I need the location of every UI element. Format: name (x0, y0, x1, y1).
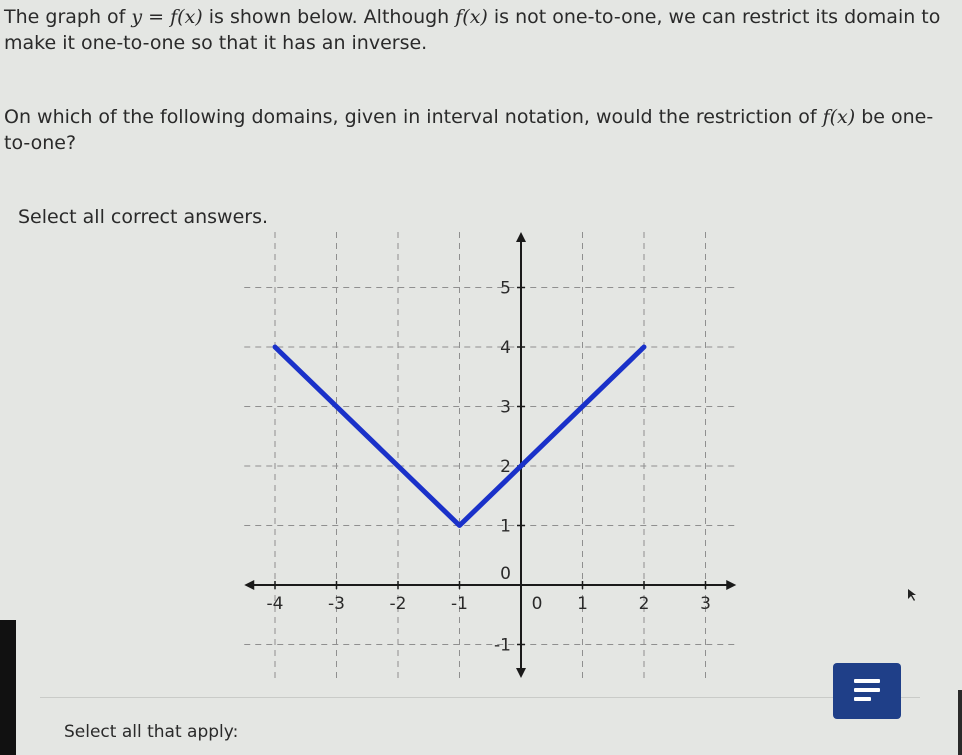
y-tick-label: 4 (500, 338, 511, 358)
question-intro: The graph of y = f(x) is shown below. Although f(x) is not one-to-one, we can restrict its domain to make it one-to-one so that it has an inverse. (4, 6, 941, 54)
y-axis-arrow-up (516, 232, 526, 242)
x-tick-label: 0 (531, 594, 543, 614)
y-tick-label: 1 (500, 516, 511, 537)
grid (244, 232, 736, 678)
fx-inline-2: f(x) (822, 106, 856, 128)
fx-inline: f(x) (455, 6, 488, 28)
x-tick-label: -4 (266, 594, 284, 614)
answer-list-button[interactable] (833, 663, 901, 719)
x-axis-arrow-left (244, 580, 254, 590)
y-tick-label: 3 (500, 397, 511, 418)
x-tick-label: 1 (577, 594, 588, 614)
y-tick-label: -1 (494, 635, 511, 656)
divider (40, 697, 920, 698)
y-tick-label: 2 (500, 457, 511, 477)
window-edge-right (958, 690, 962, 755)
x-tick-label: -3 (328, 594, 345, 614)
x-tick-label: 3 (700, 594, 711, 614)
axes (244, 232, 736, 678)
select-instruction: Select all correct answers. (18, 206, 269, 228)
x-tick-label: -1 (451, 594, 468, 614)
y-tick-label: 0 (500, 564, 511, 584)
window-edge (0, 620, 16, 755)
y-axis-arrow-down (516, 668, 526, 678)
y-tick-label: 5 (500, 278, 511, 299)
mouse-pointer-icon (907, 588, 917, 602)
equation-y-fx: y = f(x) (131, 6, 203, 28)
x-tick-label: -2 (389, 594, 407, 614)
select-all-label: Select all that apply: (64, 722, 239, 742)
x-tick-label: 2 (638, 594, 650, 614)
question-prompt: On which of the following domains, given in interval notation, would the restriction of f(x) be one-to-one? (4, 106, 934, 154)
x-axis-arrow-right (726, 580, 736, 590)
